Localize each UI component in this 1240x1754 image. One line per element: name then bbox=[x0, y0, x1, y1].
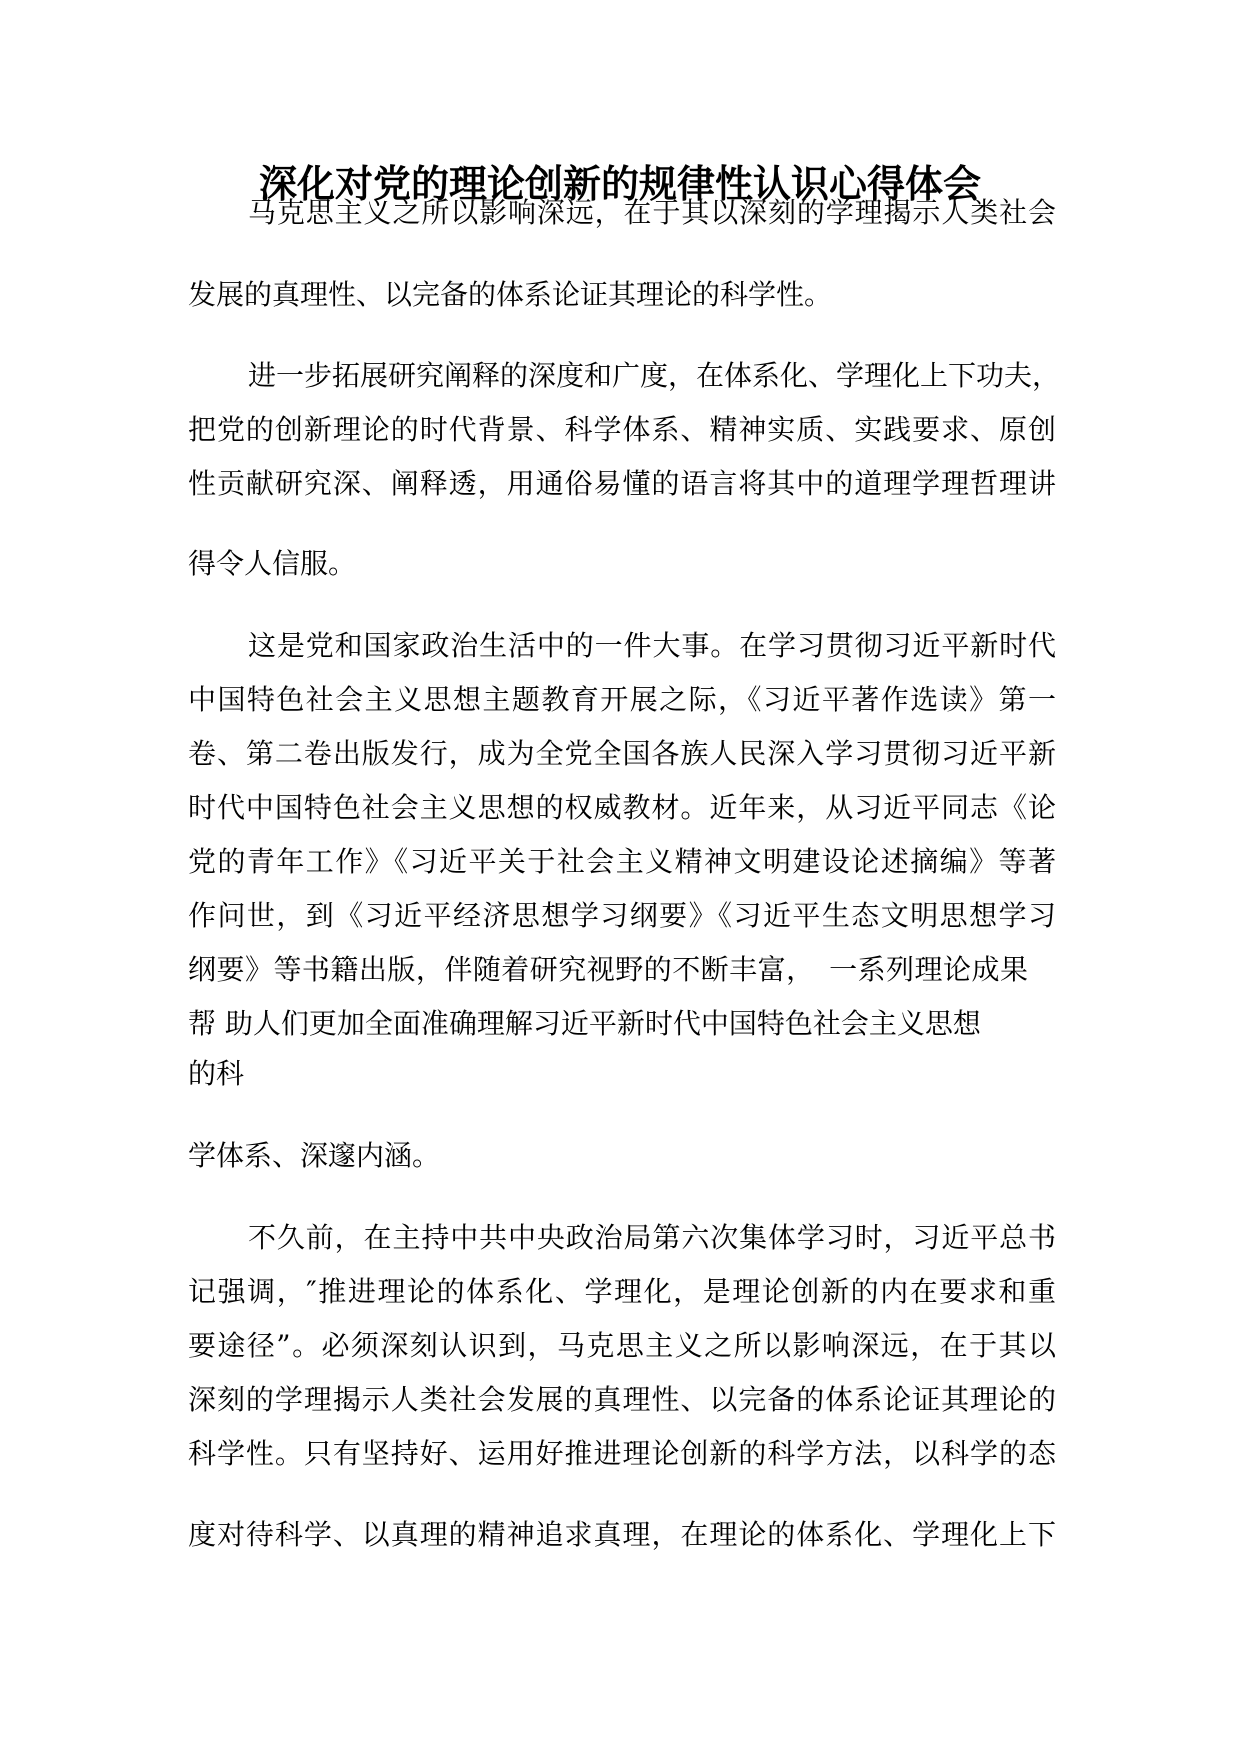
paragraph-3-line-8: 帮 助人们更加全面准确理解习近平新时代中国特色社会主义思想 bbox=[188, 1007, 981, 1040]
paragraph-3-line-9: 的科 bbox=[188, 1057, 245, 1090]
paragraph-2-line-2: 把党的创新理论的时代背景、科学体系、精神实质、实践要求、原创 bbox=[188, 413, 1056, 446]
paragraph-4-line-1: 不久前，在主持中共中央政治局第六次集体学习时，习近平总书 bbox=[248, 1221, 1056, 1254]
paragraph-3-line-4: 时代中国特色社会主义思想的权威教材。近年来，从习近平同志《论 bbox=[188, 791, 1056, 824]
document-title: 深化对党的理论创新的规律性认识心得体会 bbox=[258, 161, 981, 206]
paragraph-4-line-6: 度对待科学、以真理的精神追求真理，在理论的体系化、学理化上下 bbox=[188, 1518, 1056, 1551]
paragraph-4-line-5: 科学性。只有坚持好、运用好推进理论创新的科学方法，以科学的态 bbox=[188, 1437, 1056, 1470]
paragraph-3-line-5: 党的青年工作》《习近平关于社会主义精神文明建设论述摘编》等著 bbox=[188, 845, 1056, 878]
paragraph-3-line-2: 中国特色社会主义思想主题教育开展之际，《习近平著作选读》第一 bbox=[188, 683, 1056, 716]
paragraph-4-line-4: 深刻的学理揭示人类社会发展的真理性、以完备的体系论证其理论的 bbox=[188, 1383, 1056, 1416]
paragraph-1-line-2: 发展的真理性、以完备的体系论证其理论的科学性。 bbox=[188, 278, 833, 311]
paragraph-3-line-3: 卷、第二卷出版发行，成为全党全国各族人民深入学习贯彻习近平新 bbox=[188, 737, 1056, 770]
paragraph-3-line-6: 作问世，到《习近平经济思想学习纲要》《习近平生态文明思想学习 bbox=[188, 899, 1056, 932]
paragraph-4-line-3: 要途径”。必须深刻认识到，马克思主义之所以影响深远，在于其以 bbox=[188, 1329, 1056, 1362]
paragraph-2-line-3: 性贡献研究深、阐释透，用通俗易懂的语言将其中的道理学理哲理讲 bbox=[188, 467, 1056, 500]
paragraph-3-line-10: 学体系、深邃内涵。 bbox=[188, 1139, 441, 1172]
paragraph-2-line-1: 进一步拓展研究阐释的深度和广度，在体系化、学理化上下功夫， bbox=[248, 359, 1061, 392]
paragraph-3-line-1: 这是党和国家政治生活中的一件大事。在学习贯彻习近平新时代 bbox=[248, 629, 1056, 662]
paragraph-4-line-2: 记强调，″推进理论的体系化、学理化，是理论创新的内在要求和重 bbox=[188, 1275, 1056, 1308]
paragraph-3-line-7: 纲要》等书籍出版，伴随着研究视野的不断丰富， 一系列理论成果 bbox=[188, 953, 1028, 986]
paragraph-2-line-4: 得令人信服。 bbox=[188, 547, 357, 580]
paragraph-1-line-1: 马克思主义之所以影响深远，在于其以深刻的学理揭示人类社会 bbox=[248, 196, 1056, 229]
